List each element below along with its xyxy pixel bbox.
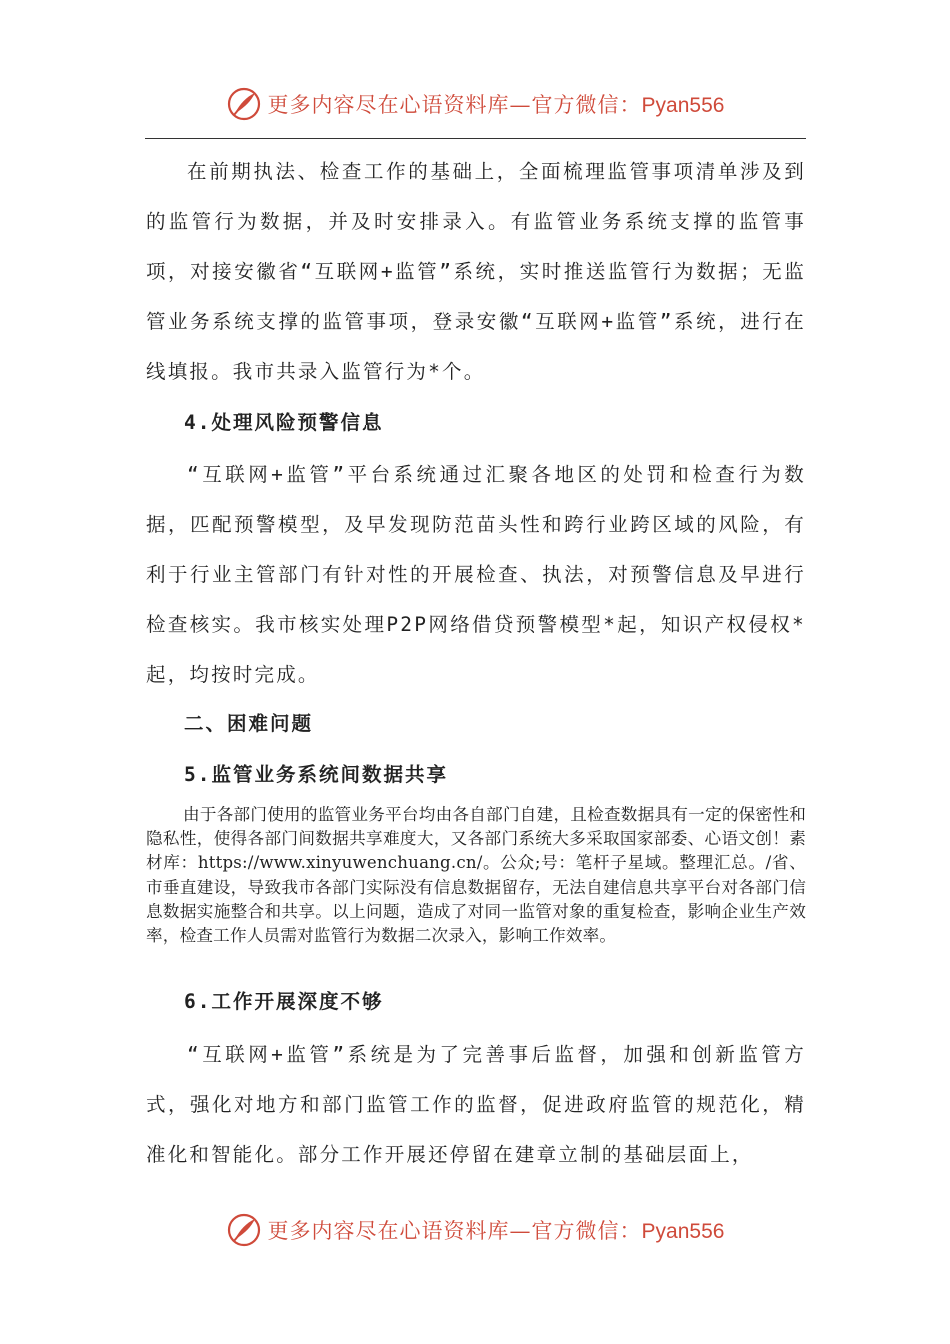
- heading-data-sharing: 5.监管业务系统间数据共享: [184, 763, 448, 786]
- paragraph-risk-warning: “互联网+监管”平台系统通过汇聚各地区的处罚和检查行为数据，匹配预警模型，及早发现防范苗头性和跨行业跨区域的风险，有利于行业主管部门有针对性的开展检查、执法，对预警信息及早进行检查核实。我市核实处理P2P网络借贷预警模型*起，知识产权侵权*起，均按时完成。: [146, 463, 806, 686]
- paragraph-data-sharing: 由于各部门使用的监管业务平台均由各自部门自建，且检查数据具有一定的保密性和隐私性，使得各部门间数据共享难度大，又各部门系统大多采取国家部委、心语文创！素材库：https://www.xinyuwenchuang.cn/。公众;号：笔杆子星域。整理汇总。/省、市垂直建设，导致我市各部门实际没有信息数据留存，无法自建信息共享平台对各部门信息数据实施整合和共享。以上问题，造成了对同一监管对象的重复检查，影响企业生产效率，检查工作人员需对监管行为数据二次录入，影响工作效率。: [146, 805, 806, 946]
- banner-wechat-id: Pyan556: [641, 1220, 725, 1243]
- quill-logo-icon: [226, 86, 262, 122]
- quill-logo-icon: [226, 1212, 262, 1248]
- heading-work-depth: 6.工作开展深度不够: [184, 990, 384, 1013]
- header-banner: [0, 84, 950, 124]
- banner-wechat-id: Pyan556: [641, 94, 725, 117]
- banner-text: 更多内容尽在心语资料库—官方微信：Pyan556: [267, 1219, 725, 1243]
- section-heading-difficulties: 二、困难问题: [184, 712, 314, 735]
- heading-risk-warning: 4.处理风险预警信息: [184, 411, 384, 434]
- paragraph-work-depth: “互联网+监管”系统是为了完善事后监督，加强和创新监管方式，强化对地方和部门监管工作的监督，促进政府监管的规范化，精准化和智能化。部分工作开展还停留在建章立制的基础层面上，: [146, 1043, 806, 1166]
- header-divider: [145, 138, 806, 139]
- footer-banner: [0, 1210, 950, 1250]
- banner-text: 更多内容尽在心语资料库—官方微信：Pyan556: [267, 93, 725, 117]
- paragraph-data-entry: 在前期执法、检查工作的基础上，全面梳理监管事项清单涉及到的监管行为数据，并及时安排录入。有监管业务系统支撑的监管事项，对接安徽省“互联网+监管”系统，实时推送监管行为数据；无监管业务系统支撑的监管事项，登录安徽“互联网+监管”系统，进行在线填报。我市共录入监管行为*个。: [146, 160, 806, 383]
